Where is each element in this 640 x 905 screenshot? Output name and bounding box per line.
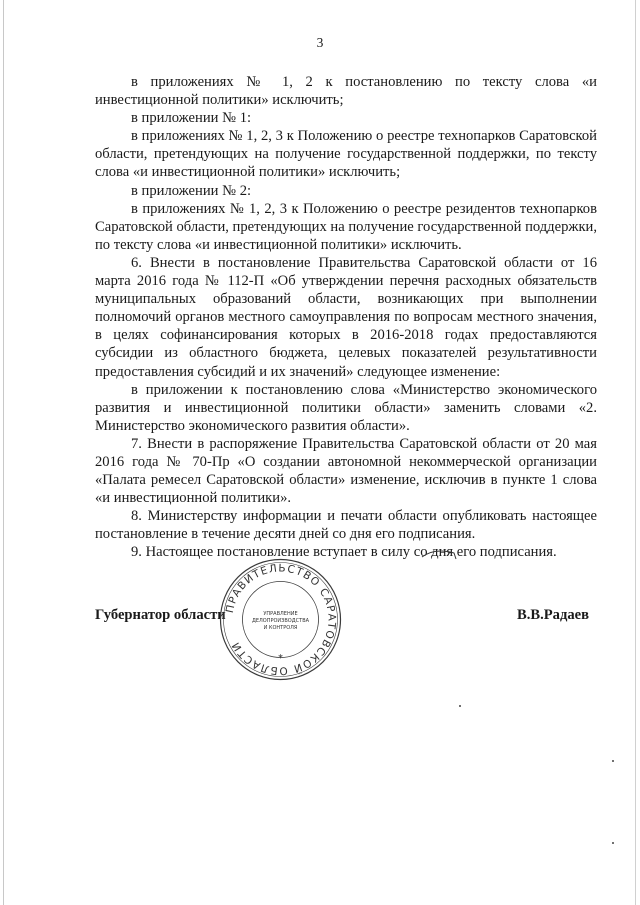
official-seal-stamp	[218, 557, 343, 682]
paragraph: в приложении № 2:	[131, 182, 252, 199]
paragraph: 7. Внести в распоряжение Правительства Саратовской области от 20 мая 2016 года № 70-Пр «О создании автономной некоммерческой организации «Палата ремесел Саратовской области» изменение, исключив в пункте 1 слова «и инвестиционной политики».	[95, 435, 597, 507]
paragraph: в приложении к постановлению слова «Министерство экономического развития и инвестиционной политики области» заменить словами «2. Министерство экономического развития области».	[95, 381, 597, 434]
scan-edge-left	[3, 0, 4, 905]
scan-speck	[612, 760, 614, 762]
svg-text:ДЕЛОПРОИЗВОДСТВА: ДЕЛОПРОИЗВОДСТВА	[251, 618, 310, 624]
paragraph: 8. Министерству информации и печати области опубликовать настоящее постановление в течение десяти дней со дня его подписания.	[95, 508, 597, 543]
paragraph: в приложении № 1:	[131, 110, 252, 127]
paragraph: 6. Внести в постановление Правительства Саратовской области от 16 марта 2016 года № 112-П «Об утверждении перечня расходных обязательств муниципальных образований области, возникающих при выполнении полномочий органов местного самоуправления по вопросам местного значения, в целях софинансирования которых в 2016-2018 годах предоставляются субсидии из областного бюджета, целевых показателей результативности предоставления субсидий и их значений» следующее изменение:	[95, 254, 597, 380]
paragraph: в приложениях № 1, 2, 3 к Положению о реестре технопарков Саратовской области, претендующих на получение государственной поддержки, по тексту слова «и инвестиционной политики» исключить;	[95, 128, 597, 181]
paragraph: в приложениях № 1, 2 к постановлению по тексту слова «и инвестиционной политики» исключить;	[95, 74, 597, 109]
document-body	[95, 73, 597, 562]
svg-text:*: *	[278, 653, 283, 664]
scan-speck	[612, 842, 614, 844]
scan-edge-right	[635, 0, 636, 905]
paragraph: в приложениях № 1, 2, 3 к Положению о реестре резидентов технопарков Саратовской области, претендующих на получение государственной поддержки, по тексту слова «и инвестиционной политики» исключить.	[95, 200, 598, 253]
svg-text:ПРАВИТЕЛЬСТВО САРАТОВСКОЙ ОБЛА: ПРАВИТЕЛЬСТВО САРАТОВСКОЙ ОБЛАСТИ	[223, 562, 338, 677]
signatory-title: Губернатор области	[95, 607, 226, 623]
page-number: 3	[316, 35, 324, 50]
svg-text:И КОНТРОЛЯ: И КОНТРОЛЯ	[263, 625, 298, 631]
signatory-name: В.В.Радаев	[516, 607, 589, 623]
svg-text:УПРАВЛЕНИЕ: УПРАВЛЕНИЕ	[263, 611, 298, 617]
scan-speck	[459, 705, 461, 707]
paragraph: 9. Настоящее постановление вступает в силу со дня его подписания.	[131, 544, 557, 561]
handwritten-pen-mark	[420, 543, 460, 563]
